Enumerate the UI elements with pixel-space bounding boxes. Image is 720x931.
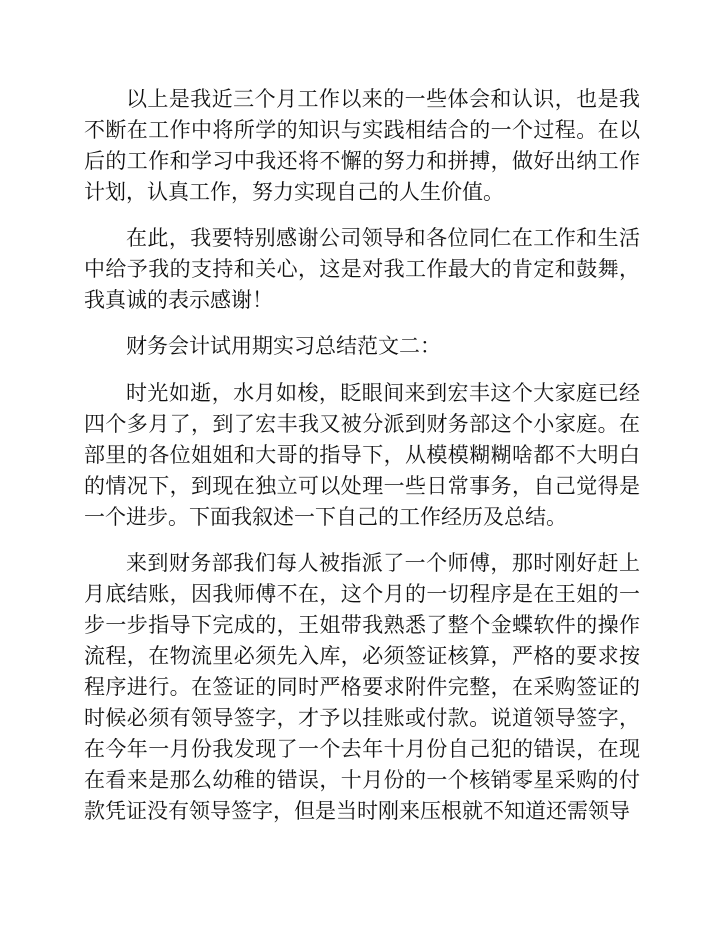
section-heading-sample-two: 财务会计试用期实习总结范文二： xyxy=(126,334,441,358)
document-body xyxy=(84,84,640,827)
paragraph-work-experience: 来到财务部我们每人被指派了一个师傅，那时刚好赶上月底结账，因我师傅不在，这个月的一切程序是在王姐的一步一步指导下完成的，王姐带我熟悉了整个金蝶软件的操作流程，在物流里必须先入库，必须签证核算，严格的要求按程序进行。在签证的同时严格要求附件完整，在采购签证的时候必须有领导签字，才予以挂账或付款。说道领导签字，在今年一月份我发现了一个去年十月份自己犯的错误，在现在看来是那么幼稚的错误，十月份的一个核销零星采购的付款凭证没有领导签字，但是当时刚来压根就不知道还需领导 xyxy=(84,551,640,823)
paragraph-thanks: 在此，我要特别感谢公司领导和各位同仁在工作和生活中给予我的支持和关心，这是对我工作最大的肯定和鼓舞，我真诚的表示感谢！ xyxy=(84,226,640,312)
paragraph-intro: 时光如逝，水月如梭，眨眼间来到宏丰这个大家庭已经四个多月了，到了宏丰我又被分派到财务部这个小家庭。在部里的各位姐姐和大哥的指导下，从模模糊糊啥都不大明白的情况下，到现在独立可以处理一些日常事务，自己觉得是一个进步。下面我叙述一下自己的工作经历及总结。 xyxy=(84,381,640,529)
paragraph-summary: 以上是我近三个月工作以来的一些体会和认识，也是我不断在工作中将所学的知识与实践相结合的一个过程。在以后的工作和学习中我还将不懈的努力和拼搏，做好出纳工作计划，认真工作，努力实现自己的人生价值。 xyxy=(84,87,640,204)
